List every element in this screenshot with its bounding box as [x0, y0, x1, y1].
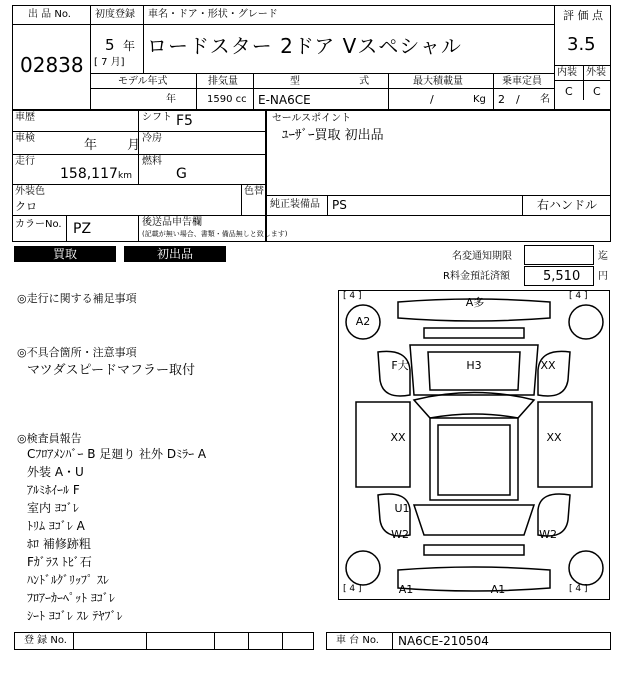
type-value: E-NA6CE: [258, 93, 311, 107]
inspector-line: Fｶﾞﾗｽ ﾄﾋﾞ石: [27, 555, 92, 569]
max-load-unit: Kg: [473, 94, 486, 105]
first-reg-month: [ 7 月]: [94, 57, 125, 68]
mileage-value: 158,117: [60, 166, 118, 182]
inspection-value: 年 月: [84, 138, 141, 153]
color-no-label: カラーNo.: [15, 219, 62, 230]
tag-buyback: 買取: [14, 246, 116, 262]
model-year-unit: 年: [166, 94, 176, 105]
displacement-label: 排気量: [208, 76, 238, 87]
first-reg-year: 5: [105, 36, 115, 54]
car-name: ロードスター 2ドア Vスペシャル: [147, 34, 462, 58]
steering-value: 右ハンドル: [537, 198, 598, 212]
exterior-color-value: クロ: [15, 200, 37, 213]
exterior-label: 外装: [586, 67, 606, 78]
year-unit: 年: [123, 39, 136, 53]
defects-value: マツダスピードマフラー取付: [27, 363, 195, 378]
history-label: 車歴: [15, 112, 35, 123]
damage-label-left-rear-lower: W2: [391, 528, 409, 541]
inspector-line: ﾌﾛｱｰｶｰﾍﾟｯﾄ ﾖｺﾞﾚ: [27, 591, 115, 605]
damage-label-rear-bumper-left: A1: [398, 583, 414, 596]
defects-title: ◎不具合箇所・注意事項: [17, 346, 137, 359]
inspector-line: 室内 ﾖｺﾞﾚ: [27, 501, 79, 515]
name-change-unit: 迄: [598, 251, 608, 262]
inspection-label: 車検: [15, 133, 35, 144]
equipment-value: PS: [332, 198, 347, 212]
capacity-label: 乗車定員: [502, 76, 542, 87]
docs-label: 後送品申告欄: [142, 217, 202, 228]
displacement-value: 1590 cc: [207, 94, 247, 105]
supplement-title: ◎走行に関する補足事項: [17, 292, 137, 305]
sales-points-label: セールスポイント: [272, 113, 352, 124]
score-label: 評 価 点: [563, 9, 603, 22]
shift-value: F5: [176, 113, 193, 129]
reg-label: 登 録 No.: [24, 635, 67, 646]
tire-mark-front-left: [ 4 ]: [343, 291, 362, 301]
name-change-label: 名変通知期限: [452, 251, 512, 262]
inspector-line: ﾄﾘﾑ ﾖｺﾞﾚ A: [27, 519, 85, 533]
damage-label-right-side: XX: [546, 431, 562, 444]
fuel-label: 燃料: [142, 156, 162, 167]
mileage-unit: km: [118, 171, 132, 181]
damage-label-right-rear-lower: W2: [539, 528, 557, 541]
color-change-label: 色替: [244, 186, 264, 197]
exterior-grade: C: [593, 85, 601, 98]
max-load-value: /: [430, 93, 434, 106]
tire-mark-front-right: [ 4 ]: [569, 291, 588, 301]
inspector-line: Cﾌﾛｱﾒﾝﾊﾞｰ B 足廻り 社外 Dﾐﾗｰ A: [27, 447, 207, 461]
chassis-label: 車 台 No.: [336, 635, 379, 646]
interior-grade: C: [565, 85, 573, 98]
damage-label-hood: H3: [466, 359, 482, 372]
lot-label: 出 品 No.: [28, 9, 71, 20]
name-label: 車名・ドア・形状・グレード: [148, 9, 278, 20]
inspector-line: 外装 A・U: [27, 465, 84, 479]
recycle-value: 5,510: [543, 269, 581, 284]
damage-label-left-rear-fender: U1: [394, 502, 410, 515]
exterior-color-label: 外装色: [15, 186, 45, 197]
chassis-value: NA6CE-210504: [398, 634, 489, 648]
inspector-line: ｱﾙﾐﾎｲｰﾙ F: [27, 483, 80, 497]
color-no-value: PZ: [73, 221, 92, 237]
fuel-value: G: [176, 166, 187, 182]
damage-label-front-bumper: A多: [465, 296, 485, 309]
car-outline-svg: [338, 290, 610, 600]
equipment-label: 純正装備品: [270, 199, 320, 210]
inspector-line: ﾊﾝﾄﾞﾙｸﾞﾘｯﾌﾟ ｽﾚ: [27, 573, 109, 587]
damage-label-left-side: XX: [390, 431, 406, 444]
capacity-value: 2: [498, 93, 505, 106]
shift-label: シフト: [142, 112, 172, 123]
interior-label: 内装: [557, 67, 577, 78]
tire-mark-rear-left: [ 4 ]: [343, 584, 362, 594]
recycle-unit: 円: [598, 271, 608, 282]
mileage-label: 走行: [15, 156, 35, 167]
damage-label-front-right-fender: XX: [540, 359, 556, 372]
damage-label-rear-bumper-right: A1: [490, 583, 506, 596]
name-change-box: [524, 245, 594, 265]
model-year-label: モデル年式: [118, 76, 168, 87]
max-load-label: 最大積載量: [413, 76, 463, 87]
damage-label-front-left-tire: A2: [355, 315, 371, 328]
inspector-title: ◎検査員報告: [17, 432, 82, 445]
first-reg-label: 初度登録: [95, 9, 135, 20]
tag-first-listing: 初出品: [124, 246, 226, 262]
docs-note: (記載が無い場合、書類・備品無しと致します): [142, 230, 288, 238]
damage-label-front-left-fender: F大: [391, 359, 409, 372]
inspector-line: ｼｰﾄ ﾖｺﾞﾚ ｽﾚ ﾃﾔﾌﾞﾚ: [27, 609, 123, 623]
tire-mark-rear-right: [ 4 ]: [569, 584, 588, 594]
capacity-unit: 名: [540, 94, 550, 105]
lot-number: 02838: [20, 53, 84, 77]
inspector-line: ﾎﾛ 補修跡粗: [27, 537, 91, 551]
ac-label: 冷房: [142, 133, 162, 144]
type-label: 型 式: [290, 76, 398, 87]
sales-points-value: ﾕｰｻﾞｰ買取 初出品: [282, 128, 384, 143]
capacity-sep: /: [516, 93, 520, 106]
score-value: 3.5: [567, 34, 596, 55]
recycle-label: R料金預託済額: [443, 271, 510, 282]
